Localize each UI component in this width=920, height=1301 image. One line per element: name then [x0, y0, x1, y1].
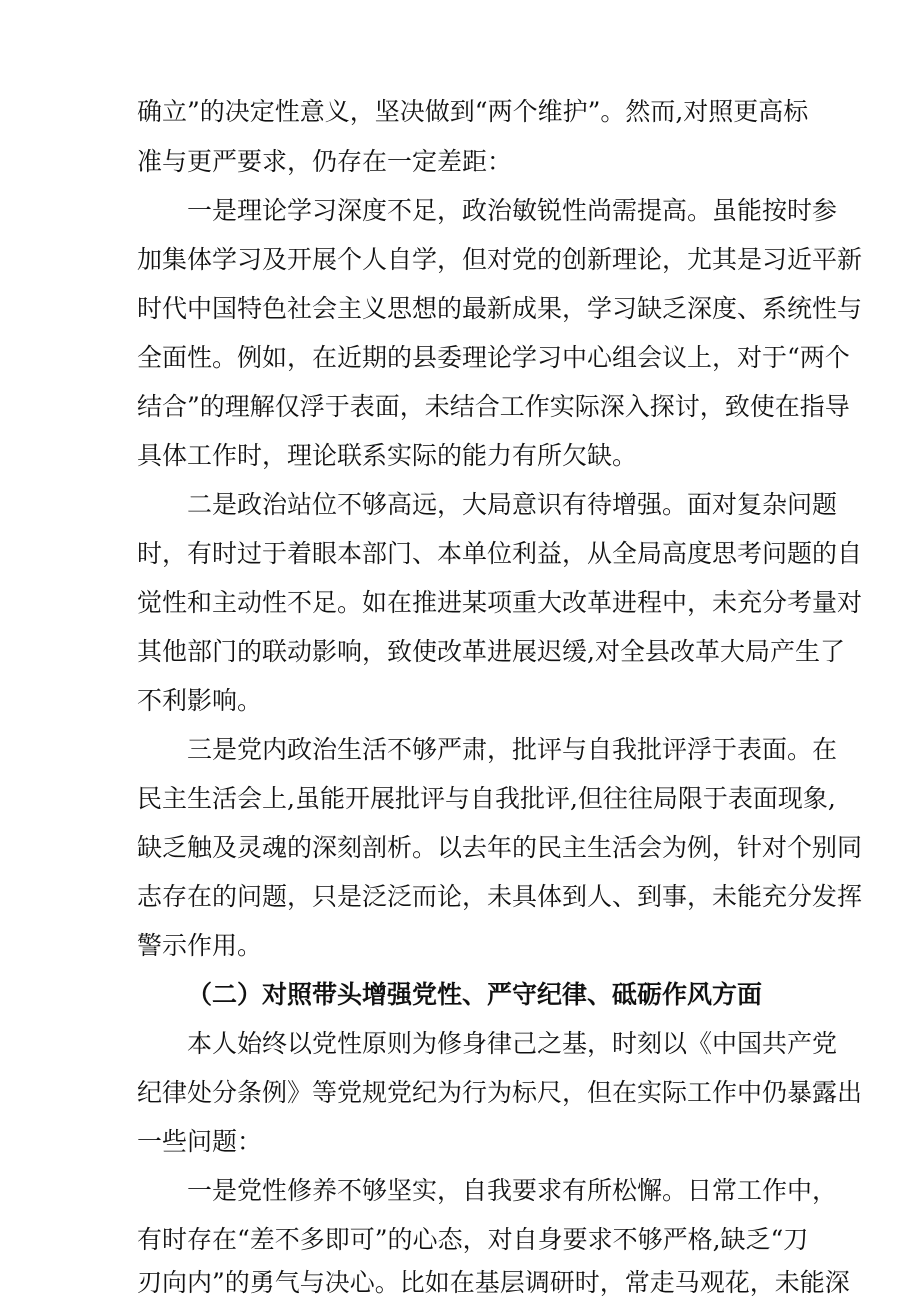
- text-line: 确立”的决定性意义，坚决做到“两个维护”。然而,对照更高标: [137, 97, 809, 126]
- text-line: 有时存在“差不多即可”的心态，对自身要求不够严格,缺乏“刀: [137, 1225, 809, 1254]
- text-line: 准与更严要求，仍存在一定差距：: [137, 147, 513, 176]
- text-line: 结合”的理解仅浮于表面，未结合工作实际深入探讨，致使在指导: [137, 392, 850, 421]
- text-line: 全面性。例如，在近期的县委理论学习中心组会议上，对于“两个: [137, 343, 850, 372]
- text-line: 加集体学习及开展个人自学，但对党的创新理论，尤其是习近平新: [137, 245, 863, 274]
- text-line: 时代中国特色社会主义思想的最新成果，学习缺乏深度、系统性与: [137, 294, 863, 323]
- section-heading: （二）对照带头增强党性、严守纪律、砥砺作风方面: [187, 980, 763, 1009]
- text-line: 民主生活会上,虽能开展批评与自我批评,但往往局限于表面现象,: [137, 784, 836, 813]
- paragraph-first-line: 一是党性修养不够坚实，自我要求有所松懈。日常工作中，: [187, 1176, 838, 1205]
- text-line: 一些问题：: [137, 1127, 263, 1156]
- text-line: 具体工作时，理论联系实际的能力有所欠缺。: [137, 441, 638, 470]
- text-line: 纪律处分条例》等党规党纪为行为标尺，但在实际工作中仍暴露出: [137, 1078, 863, 1107]
- paragraph-first-line: 一是理论学习深度不足，政治敏锐性尚需提高。虽能按时参: [187, 196, 838, 225]
- text-line: 不利影响。: [137, 686, 263, 715]
- text-line: 刃向内”的勇气与决心。比如在基层调研时，常走马观花，未能深: [137, 1268, 850, 1297]
- paragraph-first-line: 本人始终以党性原则为修身律己之基，时刻以《中国共产党: [187, 1029, 838, 1058]
- text-line: 缺乏触及灵魂的深刻剖析。以去年的民主生活会为例，针对个别同: [137, 833, 863, 862]
- text-line: 其他部门的联动影响，致使改革进展迟缓,对全县改革大局产生了: [137, 637, 845, 666]
- text-line: 时，有时过于着眼本部门、本单位利益，从全局高度思考问题的自: [137, 539, 863, 568]
- paragraph-first-line: 二是政治站位不够高远，大局意识有待增强。面对复杂问题: [187, 490, 838, 519]
- paragraph-first-line: 三是党内政治生活不够严肃，批评与自我批评浮于表面。在: [187, 735, 838, 764]
- text-line: 觉性和主动性不足。如在推进某项重大改革进程中，未充分考量对: [137, 588, 863, 617]
- text-line: 警示作用。: [137, 931, 263, 960]
- text-line: 志存在的问题，只是泛泛而论，未具体到人、到事，未能充分发挥: [137, 882, 863, 911]
